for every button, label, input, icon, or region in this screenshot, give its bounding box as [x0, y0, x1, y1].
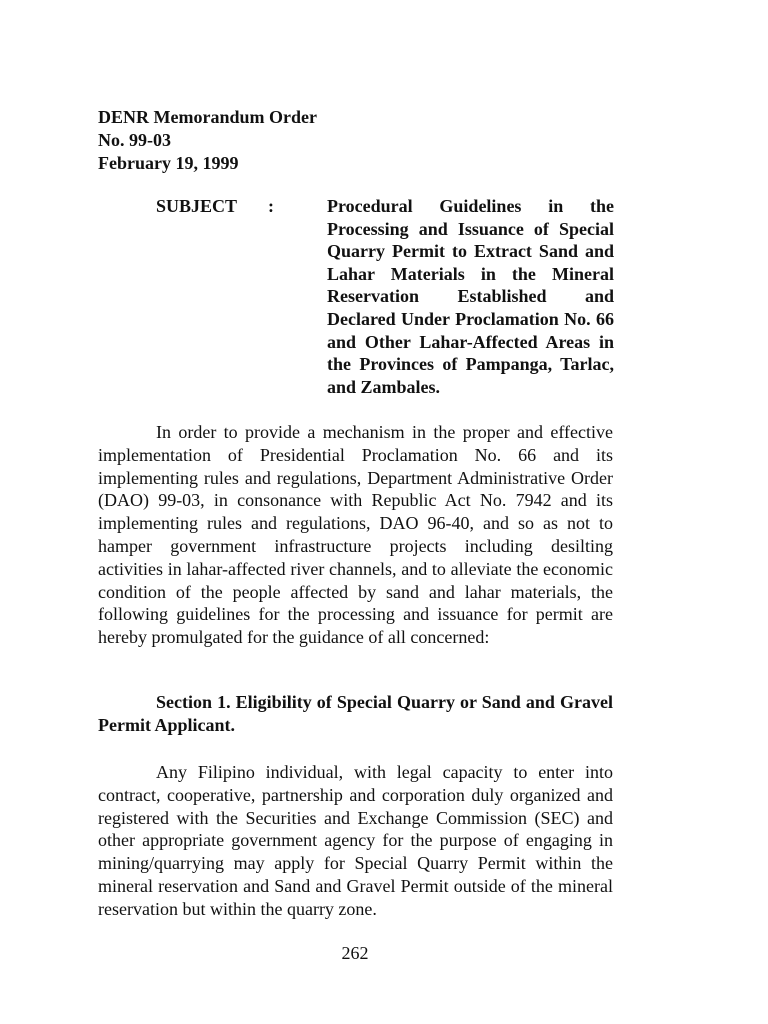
subject-text: Procedural Guidelines in the Processing and Issuance of Special Quarry Permit to Extract Sand and Lahar Materials in the Mineral Reservation Established and Declared Under Proclamation No. 66 and Other Lahar-Affected Areas in the Provinces of Pampanga, Tarlac, and Zambales. — [327, 196, 614, 397]
memo-number: No. 99-03 — [98, 130, 171, 150]
page-number: 262 — [341, 943, 369, 963]
subject-colon: : — [268, 196, 274, 216]
body-paragraph-intro: In order to provide a mechanism in the proper and effective implementation of Presidential Proclamation No. 66 and its implementing rules and regulations, Department Administrative Order (DAO) 99-03, in consonance with Republic Act No. 7942 and its implementing rules and regulations, DAO 96-40, and so as not to hamper government infrastructure projects including desilting activities in lahar-affected river channels, and to alleviate the economic condition of the people affected by sand and lahar materials, the following guidelines for the processing and issuance for permit are hereby promulgated for the guidance of all concerned: — [98, 422, 613, 648]
memo-title: DENR Memorandum Order — [98, 107, 317, 127]
body-paragraph-eligibility: Any Filipino individual, with legal capacity to enter into contract, cooperative, partnership and corporation duly organized and registered with the Securities and Exchange Commission (SEC) and other appropriate government agency for the purpose of engaging in mining/quarrying may apply for Special Quarry Permit within the mineral reservation and Sand and Gravel Permit outside of the mineral reservation but within the quarry zone. — [98, 762, 613, 919]
section-1-heading: Section 1. Eligibility of Special Quarry or Sand and Gravel Permit Applicant. — [98, 692, 613, 735]
memo-date: February 19, 1999 — [98, 153, 239, 173]
subject-label: SUBJECT — [156, 196, 238, 216]
memo-header — [98, 106, 618, 175]
